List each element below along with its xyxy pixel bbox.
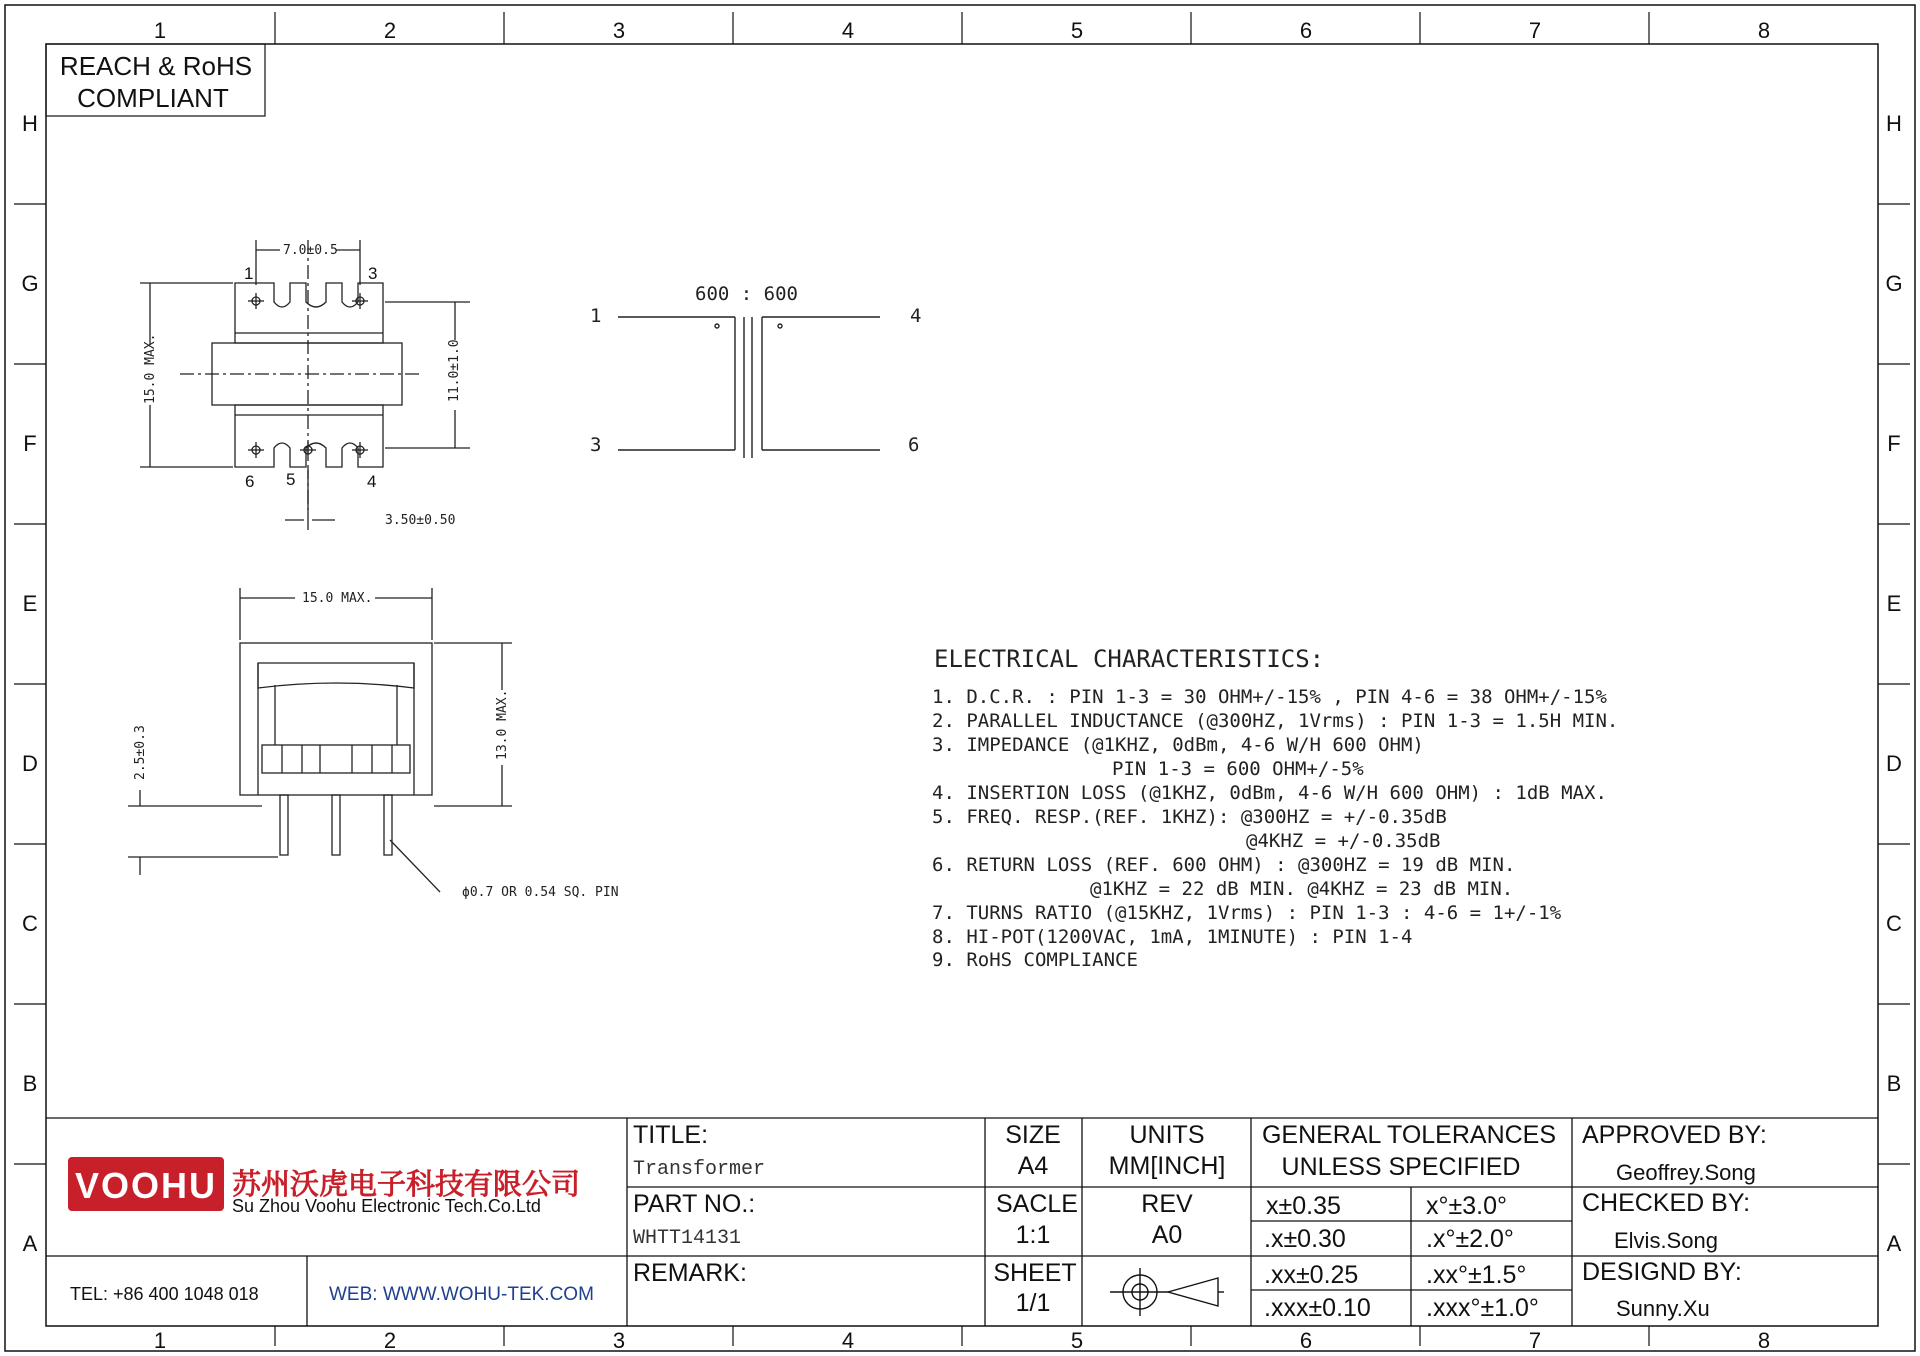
col-label-bottom-1: 1 — [153, 1328, 167, 1353]
designed-value: Sunny.Xu — [1616, 1296, 1710, 1321]
compliance-line-1: REACH & RoHS — [59, 51, 253, 81]
row-label-left-b: B — [22, 1071, 38, 1096]
side-dim-pin-length: 2.5±0.3 — [133, 725, 148, 780]
units-label: UNITS — [1129, 1121, 1205, 1149]
top-dim-width: 7.0±0.5 — [283, 243, 338, 258]
side-dim-width: 15.0 MAX. — [302, 591, 373, 606]
row-label-right-a: A — [1886, 1231, 1902, 1256]
row-label-left-d: D — [22, 751, 38, 776]
schematic-pin-4: 4 — [910, 305, 922, 327]
col-label-top-1: 1 — [153, 18, 167, 43]
electrical-heading: ELECTRICAL CHARACTERISTICS: — [934, 645, 1325, 673]
side-view-drawing — [128, 588, 512, 892]
electrical-line-5: 5. FREQ. RESP.(REF. 1KHZ): @300HZ = +/-0.35dB — [932, 806, 1447, 828]
tolerance-0-1: x°±3.0° — [1426, 1192, 1507, 1220]
top-dim-pitch: 3.50±0.50 — [385, 513, 456, 528]
units-value: MM[INCH] — [1108, 1152, 1226, 1180]
schematic-ratio: 600 : 600 — [695, 283, 798, 305]
web-link[interactable]: WEB: WWW.WOHU-TEK.COM — [329, 1284, 594, 1305]
top-view-drawing — [140, 240, 470, 530]
col-label-bottom-3: 3 — [612, 1328, 626, 1353]
company-name-cn: 苏州沃虎电子科技有限公司 — [232, 1167, 581, 1201]
row-label-right-f: F — [1887, 431, 1901, 456]
top-pin-label-5: 5 — [286, 470, 296, 489]
part-no-value: WHTT14131 — [633, 1227, 742, 1250]
transformer-schematic — [618, 317, 880, 458]
electrical-line-1: 1. D.C.R. : PIN 1-3 = 30 OHM+/-15% , PIN 4-6 = 38 OHM+/-15% — [932, 686, 1607, 708]
electrical-line-9: 9. RoHS COMPLIANCE — [932, 949, 1138, 971]
row-label-left-e: E — [22, 591, 38, 616]
electrical-line-2: 2. PARALLEL INDUCTANCE (@300HZ, 1Vrms) : PIN 1-3 = 1.5H MIN. — [932, 710, 1619, 732]
tolerance-2-1: .xx°±1.5° — [1426, 1261, 1527, 1289]
electrical-line-4: 4. INSERTION LOSS (@1KHZ, 0dBm, 4-6 W/H 600 OHM) : 1dB MAX. — [932, 782, 1607, 804]
col-label-bottom-2: 2 — [383, 1328, 397, 1353]
row-label-right-h: H — [1886, 111, 1902, 136]
schematic-pin-1: 1 — [590, 305, 602, 327]
sheet-label: SHEET — [993, 1259, 1077, 1287]
part-no-label: PART NO.: — [633, 1190, 756, 1218]
electrical-line-3b: PIN 1-3 = 600 OHM+/-5% — [1112, 758, 1364, 780]
rev-label: REV — [1141, 1190, 1193, 1218]
electrical-line-6b: @1KHZ = 22 dB MIN. @4KHZ = 23 dB MIN. — [1090, 878, 1514, 900]
tolerance-3-1: .xxx°±1.0° — [1426, 1294, 1539, 1322]
tolerance-0-0: x±0.35 — [1266, 1192, 1341, 1220]
col-label-bottom-8: 8 — [1757, 1328, 1771, 1353]
top-dim-inner: 11.0±1.0 — [447, 339, 462, 402]
tolerance-1-1: .x°±2.0° — [1426, 1225, 1514, 1253]
tolerance-2-0: .xx±0.25 — [1264, 1261, 1359, 1289]
col-label-top-6: 6 — [1299, 18, 1313, 43]
electrical-line-7: 7. TURNS RATIO (@15KHZ, 1Vrms) : PIN 1-3 : 4-6 = 1+/-1% — [932, 902, 1562, 924]
title-label: TITLE: — [633, 1121, 709, 1149]
electrical-line-6: 6. RETURN LOSS (REF. 600 OHM) : @300HZ = 19 dB MIN. — [932, 854, 1516, 876]
designed-label: DESIGND BY: — [1582, 1258, 1742, 1286]
row-label-right-d: D — [1886, 751, 1902, 776]
row-label-right-e: E — [1886, 591, 1902, 616]
col-label-bottom-5: 5 — [1070, 1328, 1084, 1353]
electrical-line-3: 3. IMPEDANCE (@1KHZ, 0dBm, 4-6 W/H 600 OHM) — [932, 734, 1424, 756]
tolerances-label-2: UNLESS SPECIFIED — [1281, 1153, 1521, 1181]
row-label-left-f: F — [23, 431, 37, 456]
approved-label: APPROVED BY: — [1582, 1121, 1767, 1149]
checked-value: Elvis.Song — [1614, 1228, 1718, 1253]
col-label-top-2: 2 — [383, 18, 397, 43]
company-logo-text: VOOHU — [74, 1165, 218, 1206]
title-block-grid — [46, 1118, 1878, 1326]
checked-label: CHECKED BY: — [1582, 1189, 1751, 1217]
scale-value: 1:1 — [1015, 1221, 1051, 1249]
size-value: A4 — [1017, 1152, 1049, 1180]
top-dim-height: 15.0 MAX. — [143, 333, 158, 404]
col-label-bottom-7: 7 — [1528, 1328, 1542, 1353]
top-pin-label-6: 6 — [245, 472, 255, 491]
tolerance-1-0: .x±0.30 — [1264, 1225, 1346, 1253]
col-label-top-5: 5 — [1070, 18, 1084, 43]
title-value: Transformer — [633, 1158, 766, 1181]
electrical-line-8: 8. HI-POT(1200VAC, 1mA, 1MINUTE) : PIN 1-4 — [932, 926, 1413, 948]
top-pin-label-1: 1 — [244, 264, 254, 283]
row-label-right-g: G — [1885, 271, 1903, 296]
top-pin-label-3: 3 — [368, 264, 378, 283]
row-label-right-c: C — [1886, 911, 1902, 936]
tolerance-3-0: .xxx±0.10 — [1264, 1294, 1371, 1322]
rev-value: A0 — [1151, 1221, 1183, 1249]
col-label-bottom-6: 6 — [1299, 1328, 1313, 1353]
col-label-bottom-4: 4 — [841, 1328, 855, 1353]
col-label-top-7: 7 — [1528, 18, 1542, 43]
side-pin-note: ϕ0.7 OR 0.54 SQ. PIN — [462, 885, 619, 900]
size-label: SIZE — [1005, 1121, 1061, 1149]
col-label-top-3: 3 — [612, 18, 626, 43]
side-dim-height: 13.0 MAX. — [495, 689, 510, 760]
sheet-value: 1/1 — [1015, 1289, 1051, 1317]
schematic-pin-6: 6 — [908, 434, 920, 456]
scale-label: SACLE — [996, 1190, 1078, 1218]
row-label-left-c: C — [22, 911, 38, 936]
electrical-line-5b: @4KHZ = +/-0.35dB — [1246, 830, 1441, 852]
compliance-line-2: COMPLIANT — [77, 83, 229, 113]
tolerances-label-1: GENERAL TOLERANCES — [1261, 1121, 1557, 1149]
schematic-pin-3: 3 — [590, 434, 602, 456]
company-name-en: Su Zhou Voohu Electronic Tech.Co.Ltd — [232, 1196, 541, 1216]
tel-text: TEL: +86 400 1048 018 — [70, 1284, 259, 1304]
outer-frame — [5, 5, 1915, 1351]
top-pin-label-4: 4 — [367, 472, 377, 491]
approved-value: Geoffrey.Song — [1616, 1160, 1756, 1185]
col-label-top-4: 4 — [841, 18, 855, 43]
projection-symbol-icon — [1110, 1268, 1224, 1316]
col-label-top-8: 8 — [1757, 18, 1771, 43]
row-label-left-h: H — [22, 111, 38, 136]
row-label-left-g: G — [21, 271, 39, 296]
row-label-right-b: B — [1886, 1071, 1902, 1096]
remark-label: REMARK: — [633, 1259, 747, 1287]
row-label-left-a: A — [22, 1231, 38, 1256]
